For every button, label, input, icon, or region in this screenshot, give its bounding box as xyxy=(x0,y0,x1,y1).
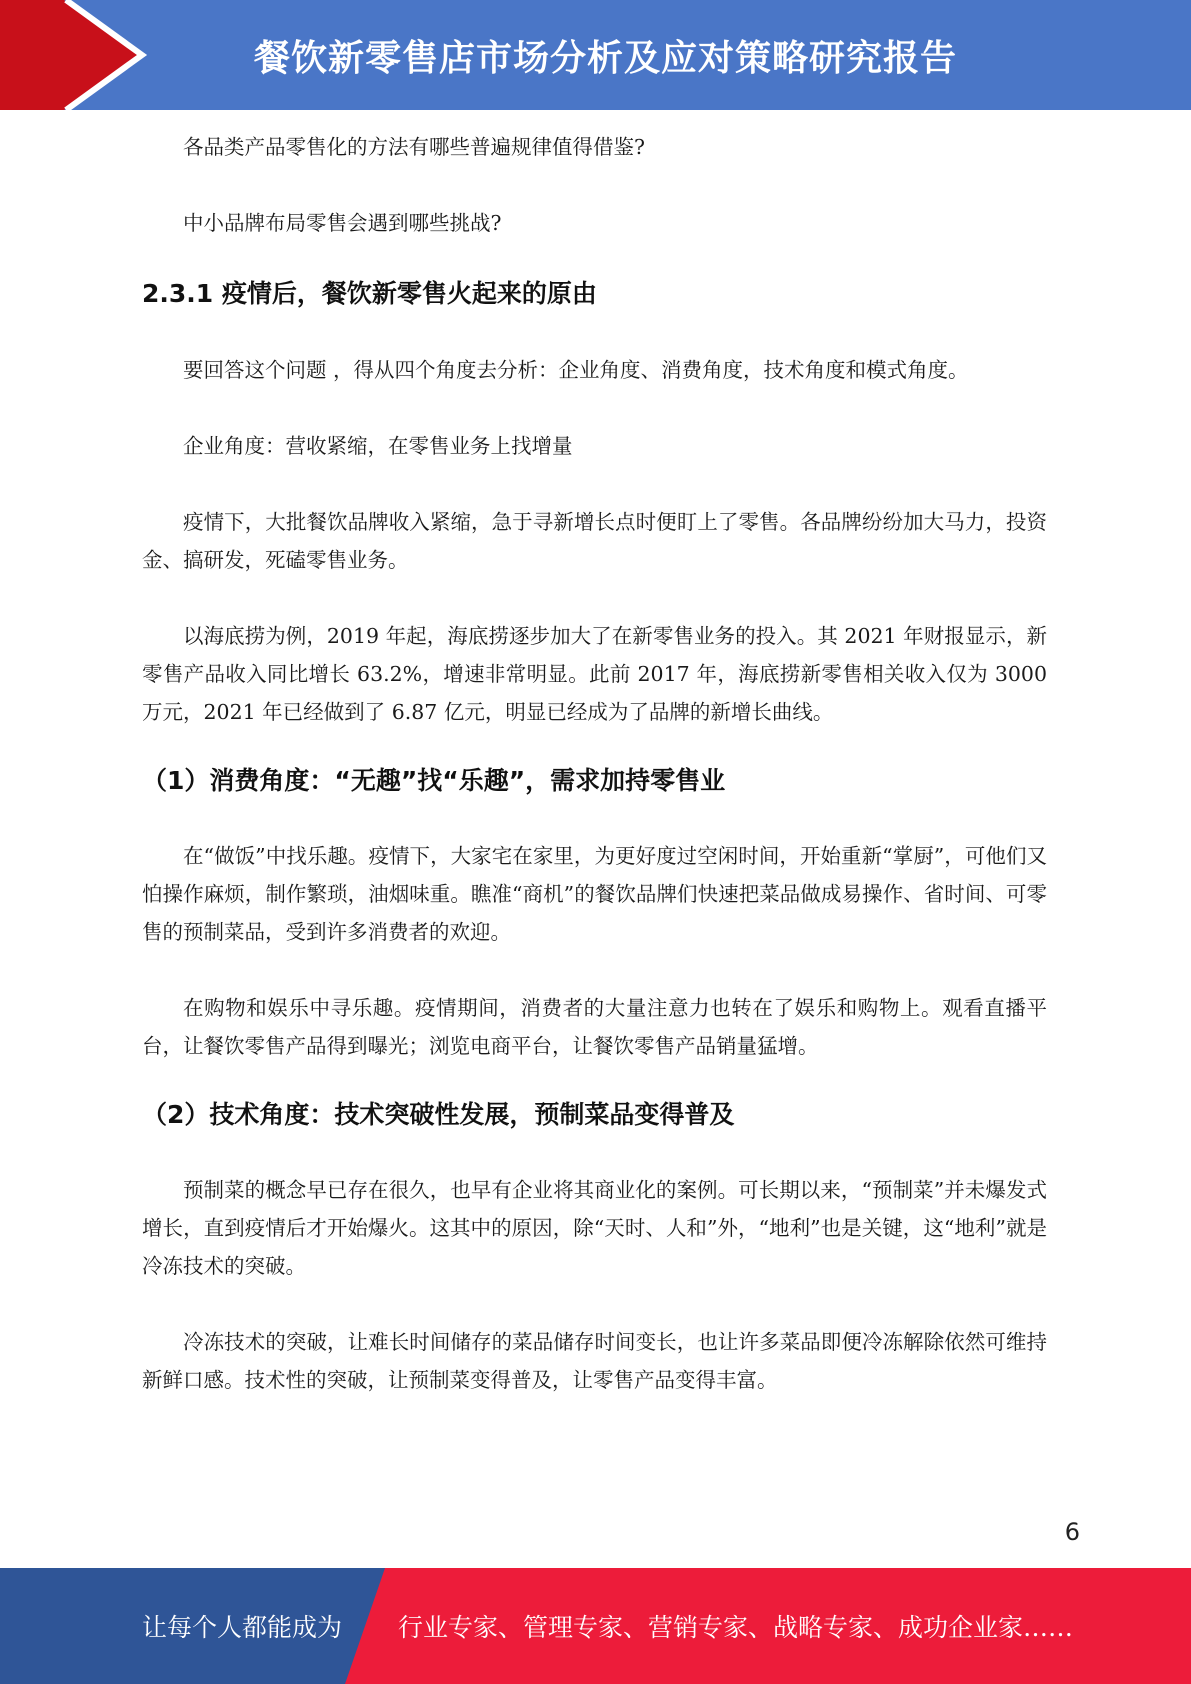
header-banner xyxy=(0,0,1191,110)
paragraph: 在“做饭”中找乐趣。疫情下，大家宅在家里，为更好度过空闲时间，开始重新“掌厨”，可他们又怕操作麻烦，制作繁琐，油烟味重。瞧准“商机”的餐饮品牌们快速把菜品做成易操作、省时间、可零售的预制菜品，受到许多消费者的欢迎。 xyxy=(142,844,1047,944)
paragraph: 要回答这个问题 ，得从四个角度去分析：企业角度、消费角度，技术角度和模式角度。 xyxy=(183,358,969,382)
footer-banner xyxy=(0,1568,1191,1684)
paragraph: 冷冻技术的突破，让难长时间储存的菜品储存时间变长，也让许多菜品即便冷冻解除依然可维持新鲜口感。技术性的突破，让预制菜变得普及，让零售产品变得丰富。 xyxy=(142,1330,1047,1392)
paragraph: 在购物和娱乐中寻乐趣。疫情期间，消费者的大量注意力也转在了娱乐和购物上。观看直播平台，让餐饮零售产品得到曝光；浏览电商平台，让餐饮零售产品销量猛增。 xyxy=(142,996,1047,1058)
footer-slogan-right: 行业专家、管理专家、营销专家、战略专家、成功企业家…… xyxy=(398,1613,1074,1642)
section-heading: （1）消费角度：“无趣”找“乐趣”，需求加持零售业 xyxy=(142,766,726,795)
section-heading: （2）技术角度：技术突破性发展，预制菜品变得普及 xyxy=(142,1100,735,1129)
paragraph: 中小品牌布局零售会遇到哪些挑战? xyxy=(183,211,502,235)
footer-slogan-left: 让每个人都能成为 xyxy=(142,1613,343,1642)
paragraph: 疫情下，大批餐饮品牌收入紧缩，急于寻新增长点时便盯上了零售。各品牌纷纷加大马力，投资金、搞研发，死磕零售业务。 xyxy=(142,510,1047,572)
paragraph: 企业角度：营收紧缩，在零售业务上找增量 xyxy=(183,434,573,458)
paragraph: 以海底捞为例，2019 年起，海底捞逐步加大了在新零售业务的投入。其 2021 年财报显示，新零售产品收入同比增长 63.2%，增速非常明显。此前 2017 年，海底捞新零售相关收入仅为 3000 万元，2021 年已经做到了 6.87 亿元，明显已经成为了品牌的新增长曲线。 xyxy=(142,624,1047,724)
section-heading: 2.3.1 疫情后，餐饮新零售火起来的原由 xyxy=(142,279,597,308)
paragraph: 预制菜的概念早已存在很久，也早有企业将其商业化的案例。可长期以来，“预制菜”并未爆发式增长，直到疫情后才开始爆火。这其中的原因，除“天时、人和”外，“地利”也是关键，这“地利”就是冷冻技术的突破。 xyxy=(142,1178,1047,1278)
paragraph: 各品类产品零售化的方法有哪些普遍规律值得借鉴? xyxy=(183,135,645,159)
page-number: 6 xyxy=(1064,1518,1080,1546)
document-title: 餐饮新零售店市场分析及应对策略研究报告 xyxy=(253,37,957,79)
page-content xyxy=(142,128,1047,1399)
